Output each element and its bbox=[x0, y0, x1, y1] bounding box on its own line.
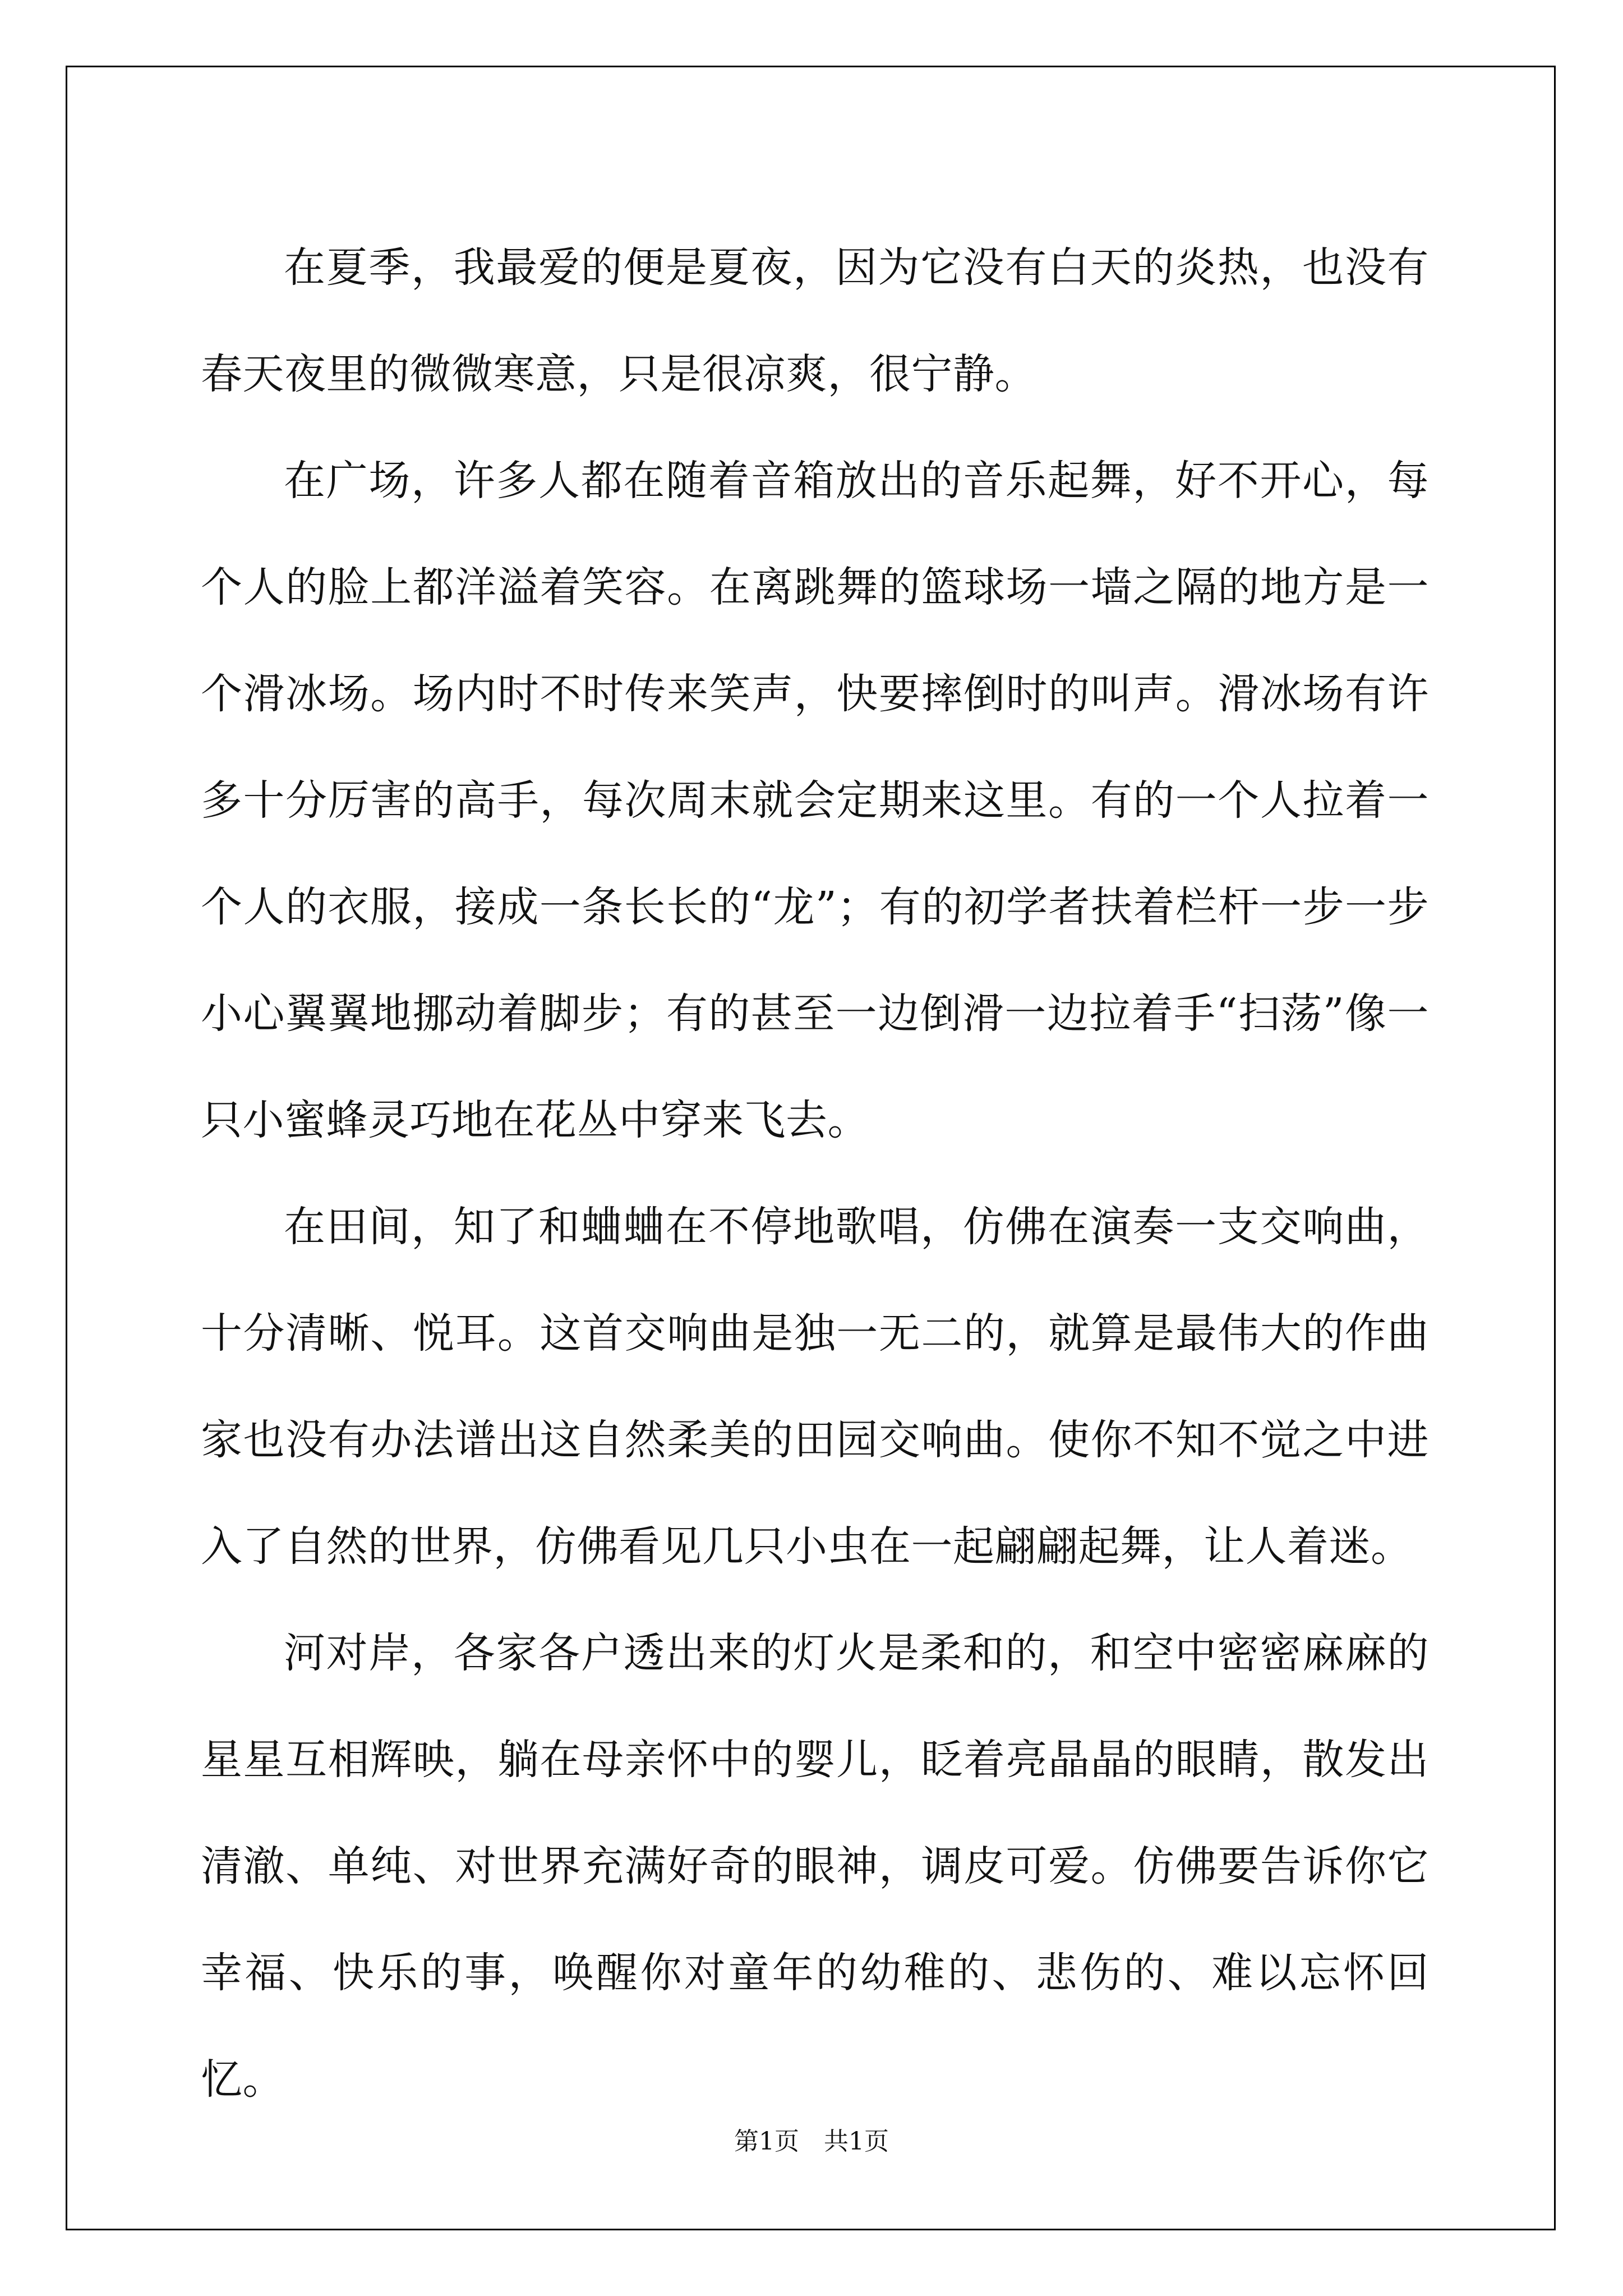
document-body bbox=[201, 214, 1429, 2133]
page-number-current: 第1页 bbox=[734, 2127, 799, 2156]
page-number-total: 共1页 bbox=[824, 2127, 889, 2156]
page-footer bbox=[0, 2125, 1623, 2159]
paragraph-4: 河对岸，各家各户透出来的灯火是柔和的，和空中密密麻麻的星星互相辉映，躺在母亲怀中的婴儿，眨着亮晶晶的眼睛，散发出清澈、单纯、对世界充满好奇的眼神，调皮可爱。仿佛要告诉你它幸福、快乐的事，唤醒你对童年的幼稚的、悲伤的、难以忘怀回忆。 bbox=[201, 1629, 1429, 2104]
paragraph-2: 在广场，许多人都在随着音箱放出的音乐起舞，好不开心，每个人的脸上都洋溢着笑容。在离跳舞的篮球场一墙之隔的地方是一个滑冰场。场内时不时传来笑声，快要摔倒时的叫声。滑冰场有许多十分厉害的高手，每次周末就会定期来这里。有的一个人拉着一个人的衣服，接成一条长长的“龙”；有的初学者扶着栏杆一步一步小心翼翼地挪动着脚步；有的甚至一边倒滑一边拉着手“扫荡”像一只小蜜蜂灵巧地在花丛中穿来飞去。 bbox=[201, 457, 1429, 1144]
paragraph-3: 在田间，知了和蛐蛐在不停地歌唱，仿佛在演奏一支交响曲，十分清晰、悦耳。这首交响曲是独一无二的，就算是最伟大的作曲家也没有办法谱出这自然柔美的田园交响曲。使你不知不觉之中进入了自然的世界，仿佛看见几只小虫在一起翩翩起舞，让人着迷。 bbox=[201, 1203, 1429, 1571]
paragraph-1: 在夏季，我最爱的便是夏夜，因为它没有白天的炎热，也没有春天夜里的微微寒意，只是很凉爽，很宁静。 bbox=[201, 243, 1429, 398]
